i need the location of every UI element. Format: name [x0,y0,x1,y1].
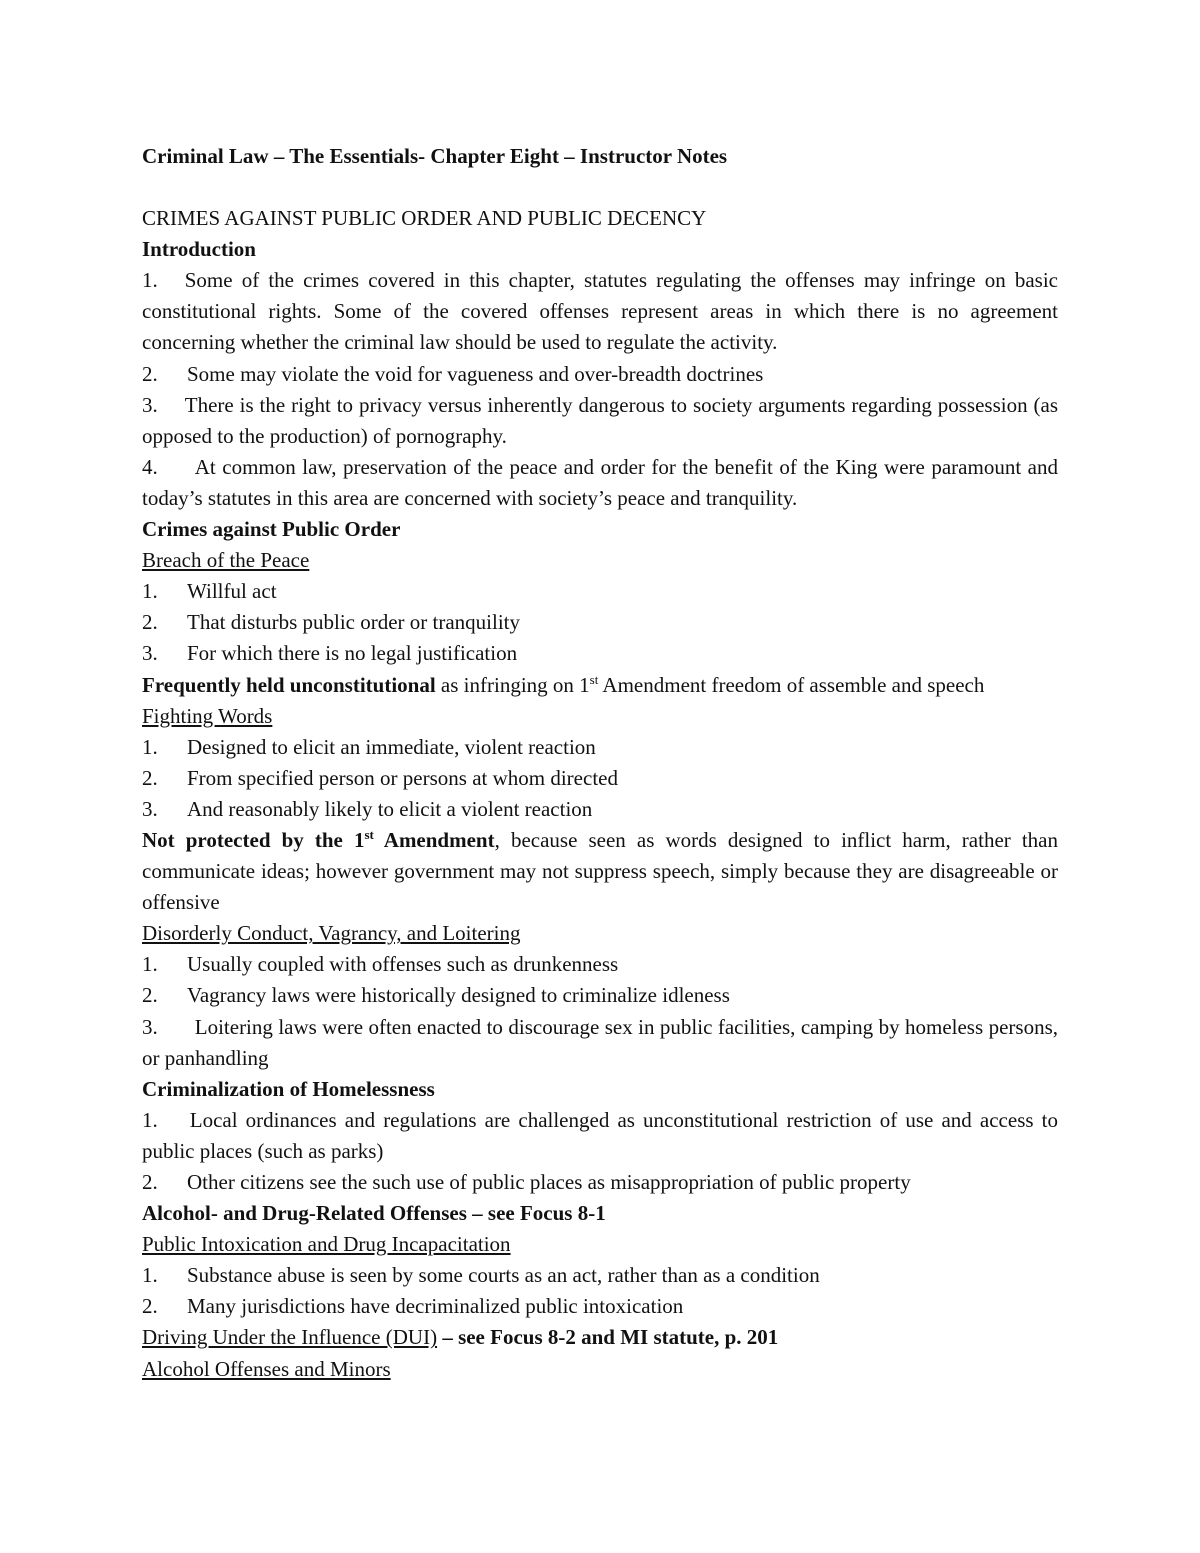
item-number: 1. [142,1263,158,1288]
list-item [142,390,1058,452]
note-text: , because seen as words designed to inflict harm, rather than communicate ideas; however government may not suppress speech, simply because they are disagreeable or offensive [142,827,1058,915]
item-text: Usually coupled with offenses such as drunkenness [187,952,619,977]
item-text: At common law, preservation of the peace and order for the benefit of the King were paramount and today’s statutes in this area are concerned with society’s peace and tranquility. [142,454,1058,510]
item-text: Local ordinances and regulations are challenged as unconstitutional restriction of use and access to public places (such as parks) [142,1107,1058,1163]
homelessness-heading: Criminalization of Homelessness [142,1076,435,1101]
list-item [142,1260,1058,1291]
list-item [142,607,1058,638]
item-number: 2. [142,1294,158,1319]
ordinal-suffix: st [589,671,599,687]
item-number: 2. [142,1170,158,1194]
item-number: 3. [142,796,158,821]
fighting-words-note [142,825,1058,918]
item-number: 2. [142,361,158,386]
alcohol-minors-heading: Alcohol Offenses and Minors [142,1356,391,1381]
alcohol-drug-heading: Alcohol- and Drug-Related Offenses – see Focus 8-1 [142,1201,606,1226]
item-text: And reasonably likely to elicit a violent reaction [187,796,593,821]
item-text: Other citizens see the such use of public places as misappropriation of public property [187,1170,911,1194]
breach-note [142,670,1058,701]
item-number: 1. [142,734,158,759]
item-number: 1. [142,952,158,977]
item-text: From specified person or persons at whom directed [187,765,618,790]
list-item [142,732,1058,763]
document-body [142,141,1058,1385]
list-item [142,1167,1058,1198]
public-order-heading: Crimes against Public Order [142,517,401,542]
note-bold: Frequently held unconstitutional [142,672,436,697]
item-number: 4. [142,454,158,479]
item-number: 2. [142,610,158,635]
item-number: 3. [142,392,158,417]
public-intoxication-heading: Public Intoxication and Drug Incapacitation [142,1232,511,1257]
item-number: 3. [142,641,158,666]
blank-line [142,172,1058,203]
item-number: 1. [142,579,158,604]
note-bold: Not protected by the 1 [142,827,365,852]
introduction-heading: Introduction [142,237,256,262]
item-text: Willful act [187,579,277,604]
dui-reference: – see Focus 8-2 and MI statute, p. 201 [437,1325,779,1350]
item-text: Some may violate the void for vagueness and over-breadth doctrines [187,361,764,386]
ordinal-suffix: st [364,826,374,842]
item-text: For which there is no legal justification [187,641,518,666]
item-text: That disturbs public order or tranquility [187,610,521,635]
item-text: Some of the crimes covered in this chapter, statutes regulating the offenses may infringe on basic constitutional rights. Some of the covered offenses represent areas in which there is no agreement concerning whether the criminal law should be used to regulate the activity. [142,268,1058,355]
item-number: 2. [142,983,158,1008]
note-text: as infringing on 1 [435,672,590,697]
list-item [142,794,1058,825]
list-item [142,638,1058,669]
list-item [142,576,1058,607]
item-text: Many jurisdictions have decriminalized public intoxication [187,1294,684,1319]
list-item [142,1105,1058,1167]
list-item [142,763,1058,794]
note-text: Amendment freedom of assemble and speech [598,672,985,697]
fighting-words-heading: Fighting Words [142,703,273,728]
dui-heading: Driving Under the Influence (DUI) [142,1325,438,1350]
item-text: Designed to elicit an immediate, violent reaction [187,734,596,759]
item-number: 1. [142,1107,158,1132]
list-item [142,359,1058,390]
item-text: Vagrancy laws were historically designed to criminalize idleness [187,983,730,1008]
item-number: 1. [142,268,158,293]
item-text: Loitering laws were often enacted to discourage sex in public facilities, camping by homeless persons, or panhandling [142,1014,1058,1070]
disorderly-conduct-heading: Disorderly Conduct, Vagrancy, and Loitering [142,921,521,946]
list-item [142,980,1058,1011]
note-bold: Amendment [373,827,495,852]
chapter-subject: CRIMES AGAINST PUBLIC ORDER AND PUBLIC DECENCY [142,206,707,231]
item-number: 3. [142,1014,158,1039]
item-number: 2. [142,765,158,790]
list-item [142,1291,1058,1322]
item-text: There is the right to privacy versus inherently dangerous to society arguments regarding possession (as opposed to the production) of pornography. [142,392,1058,448]
list-item [142,265,1058,358]
list-item [142,1012,1058,1074]
dui-line [142,1322,1058,1353]
list-item [142,949,1058,980]
breach-of-peace-heading: Breach of the Peace [142,548,310,573]
list-item [142,452,1058,514]
item-text: Substance abuse is seen by some courts as an act, rather than as a condition [187,1263,820,1288]
document-title: Criminal Law – The Essentials- Chapter Eight – Instructor Notes [142,144,728,168]
